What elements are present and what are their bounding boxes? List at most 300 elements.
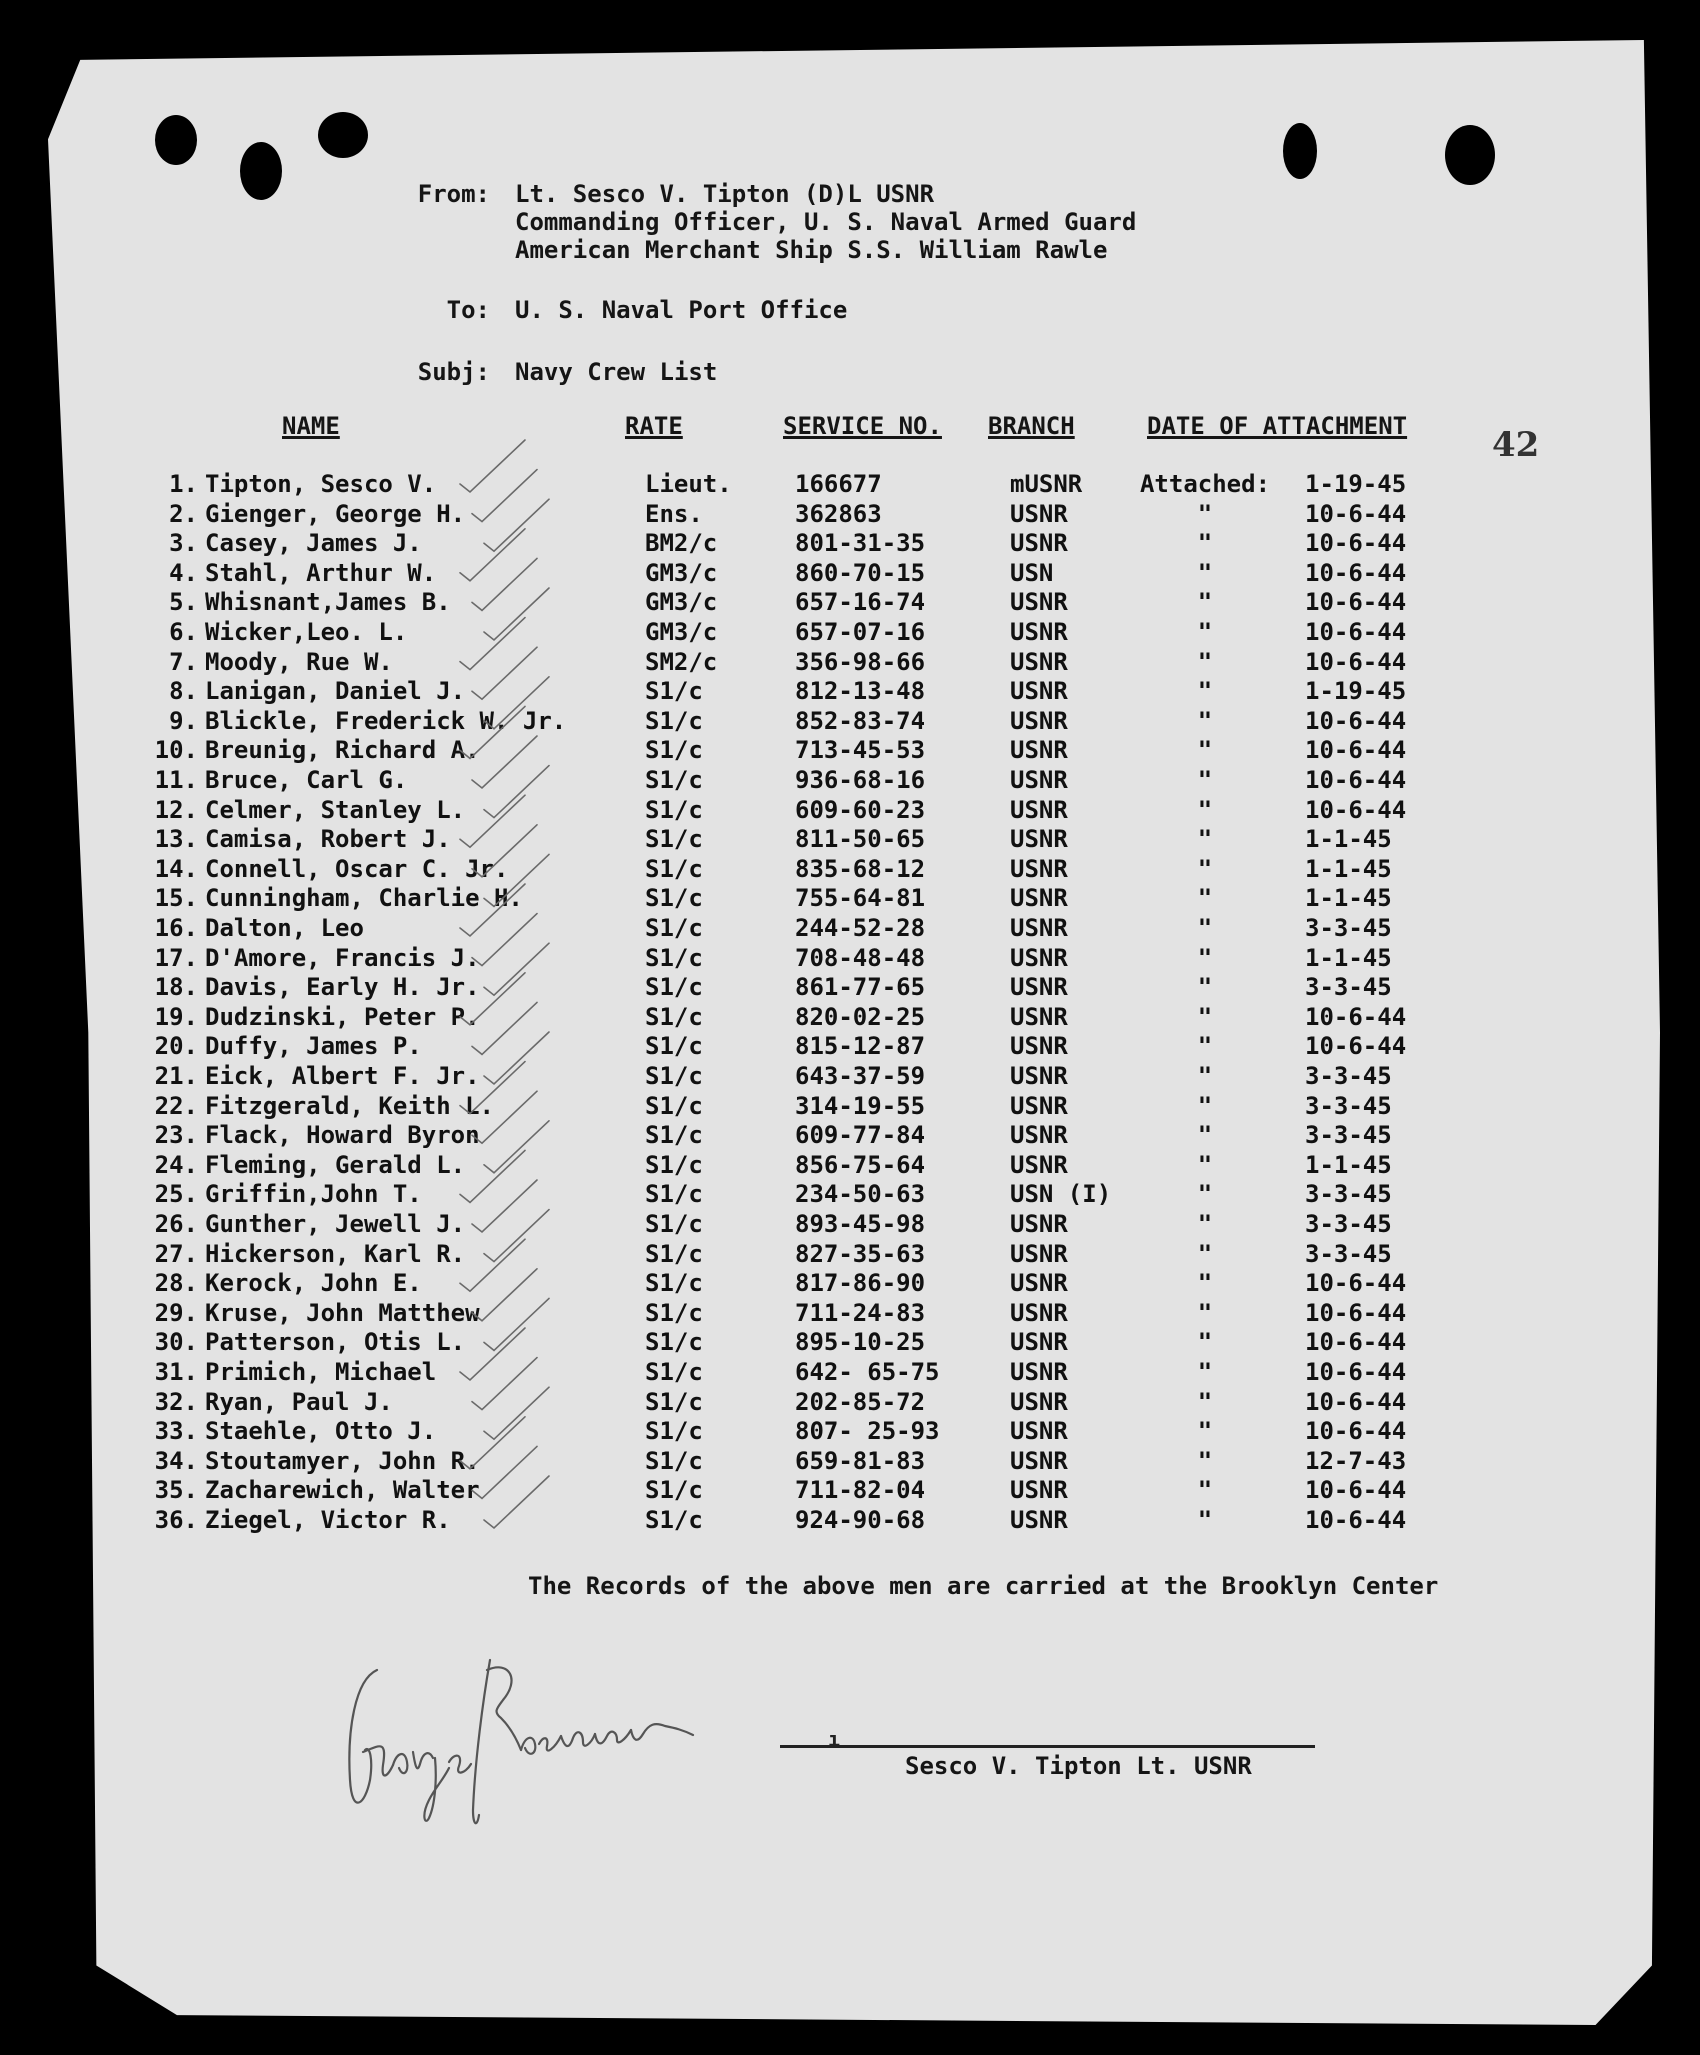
crew-service-no: 827-35-63	[795, 1239, 926, 1268]
crew-name: Whisnant,James B.	[205, 588, 451, 617]
crew-name: Wicker,Leo. L.	[205, 618, 408, 646]
crew-branch: USNR	[1010, 529, 1068, 558]
crew-branch: mUSNR	[1010, 470, 1083, 498]
crew-rate: S1/c	[645, 1358, 703, 1386]
crew-date: 3-3-45	[1305, 1121, 1392, 1150]
crew-date: 10-6-44	[1305, 1032, 1407, 1061]
crew-rate: BM2/c	[645, 529, 718, 558]
crew-date: 10-6-44	[1305, 1417, 1407, 1446]
crew-attached: "	[1197, 1180, 1213, 1209]
crew-num: 20.	[154, 1032, 198, 1061]
crew-service-no: 234-50-63	[795, 1180, 926, 1209]
crew-branch: USNR	[1010, 1506, 1068, 1534]
crew-attached: "	[1197, 588, 1213, 617]
crew-name: Breunig, Richard A.	[205, 736, 480, 765]
crew-attached: "	[1197, 558, 1213, 587]
crew-service-no: 861-77-65	[795, 973, 926, 1002]
page-number: 42	[1492, 425, 1540, 465]
crew-rate: GM3/c	[645, 558, 718, 587]
crew-attached: "	[1197, 529, 1213, 558]
crew-service-no: 852-83-74	[795, 706, 926, 735]
crew-name: Griffin,John T.	[205, 1180, 422, 1209]
crew-rate: S1/c	[645, 1269, 703, 1298]
crew-num: 16.	[154, 914, 198, 942]
crew-name: Patterson, Otis L.	[205, 1328, 466, 1357]
crew-service-no: 708-48-48	[795, 943, 926, 972]
crew-rate: S1/c	[645, 736, 703, 765]
pencil-check-mark	[472, 825, 537, 877]
crew-service-no: 801-31-35	[795, 529, 926, 558]
crew-date: 3-3-45	[1305, 1210, 1392, 1238]
crew-service-no: 812-13-48	[795, 677, 926, 706]
from-label: From:	[417, 180, 490, 208]
crew-rate: S1/c	[645, 1210, 703, 1238]
crew-attached: "	[1197, 973, 1213, 1002]
crew-service-no: 244-52-28	[795, 914, 926, 942]
crew-rate: S1/c	[645, 973, 703, 1002]
pencil-check-mark	[484, 1210, 549, 1262]
crew-attached: "	[1197, 1387, 1213, 1416]
crew-num: 28.	[154, 1269, 198, 1298]
crew-rate: GM3/c	[645, 618, 718, 646]
crew-name: Eick, Albert F. Jr.	[205, 1062, 480, 1090]
crew-branch: USNR	[1010, 618, 1068, 646]
crew-date: 1-1-45	[1305, 1150, 1392, 1179]
crew-name: Fitzgerald, Keith L.	[205, 1091, 494, 1120]
crew-attached: "	[1197, 647, 1213, 676]
crew-date: 10-6-44	[1305, 588, 1407, 617]
crew-num: 5.	[169, 588, 198, 617]
crew-date: 10-6-44	[1305, 1328, 1407, 1357]
crew-date: 1-1-45	[1305, 943, 1392, 972]
crew-rate: S1/c	[645, 1446, 703, 1475]
crew-attached: "	[1197, 1121, 1213, 1150]
crew-attached: "	[1197, 618, 1213, 646]
crew-rate: S1/c	[645, 1150, 703, 1179]
crew-branch: USNR	[1010, 1150, 1068, 1179]
pencil-check-mark	[460, 1239, 525, 1291]
crew-name: Cunningham, Charlie H.	[205, 884, 523, 913]
pencil-check-mark	[484, 588, 549, 640]
crew-name: D'Amore, Francis J.	[205, 943, 480, 972]
crew-attached: "	[1197, 766, 1213, 794]
crew-name: Dalton, Leo	[205, 914, 364, 942]
crew-rate: S1/c	[645, 1298, 703, 1327]
crew-date: 10-6-44	[1305, 795, 1407, 824]
crew-date: 3-3-45	[1305, 914, 1392, 942]
crew-rate: S1/c	[645, 884, 703, 913]
pencil-check-mark	[472, 647, 537, 699]
crew-attached: "	[1197, 884, 1213, 913]
pencil-check-mark	[484, 1476, 549, 1528]
crew-name: Gunther, Jewell J.	[205, 1210, 466, 1238]
crew-attached: "	[1197, 795, 1213, 824]
crew-attached: "	[1197, 943, 1213, 972]
pencil-check-mark	[472, 914, 537, 966]
crew-name: Ryan, Paul J.	[205, 1387, 393, 1416]
crew-rate: GM3/c	[645, 588, 718, 617]
crew-num: 36.	[154, 1506, 198, 1534]
crew-branch: USNR	[1010, 706, 1068, 735]
crew-date: 12-7-43	[1305, 1446, 1407, 1475]
crew-date: 10-6-44	[1305, 766, 1407, 794]
from-line-1: Lt. Sesco V. Tipton (D)L USNR	[515, 180, 935, 208]
crew-attached: "	[1197, 854, 1213, 883]
crew-attached: "	[1197, 1091, 1213, 1120]
crew-date: 10-6-44	[1305, 647, 1407, 676]
crew-num: 10.	[154, 736, 198, 765]
crew-branch: USNR	[1010, 1476, 1068, 1505]
crew-branch: USNR	[1010, 1062, 1068, 1090]
crew-num: 30.	[154, 1328, 198, 1357]
crew-service-no: 609-60-23	[795, 795, 926, 824]
crew-num: 6.	[169, 618, 198, 646]
crew-branch: USNR	[1010, 1446, 1068, 1475]
column-header-service-no: SERVICE NO.	[783, 412, 942, 440]
crew-service-no: 609-77-84	[795, 1121, 926, 1150]
crew-date: 10-6-44	[1305, 1387, 1407, 1416]
pencil-check-mark	[460, 884, 525, 936]
to-label: To:	[446, 296, 490, 324]
pencil-check-mark	[460, 1328, 525, 1380]
column-header-name: NAME	[282, 412, 340, 440]
crew-service-no: 657-16-74	[795, 588, 926, 617]
crew-branch: USNR	[1010, 1358, 1068, 1386]
crew-branch: USNR	[1010, 854, 1068, 883]
crew-date: 1-19-45	[1305, 677, 1407, 706]
crew-service-no: 893-45-98	[795, 1210, 926, 1238]
crew-attached: "	[1197, 1446, 1213, 1475]
pencil-check-mark	[484, 943, 549, 995]
crew-rate: S1/c	[645, 1506, 703, 1534]
crew-service-no: 856-75-64	[795, 1150, 926, 1179]
crew-rate: S1/c	[645, 795, 703, 824]
handwritten-signature	[325, 1640, 705, 1840]
pencil-check-mark	[484, 1032, 549, 1084]
crew-rate: S1/c	[645, 943, 703, 972]
pencil-check-mark	[484, 1121, 549, 1173]
crew-branch: USNR	[1010, 1328, 1068, 1357]
crew-branch: USNR	[1010, 1298, 1068, 1327]
crew-num: 17.	[154, 943, 198, 972]
crew-branch: USNR	[1010, 914, 1068, 942]
crew-name: Moody, Rue W.	[205, 647, 393, 676]
pencil-check-mark	[472, 1180, 537, 1232]
crew-attached: Attached:	[1139, 470, 1271, 498]
crew-attached: "	[1197, 1062, 1213, 1090]
crew-num: 12.	[154, 795, 198, 824]
from-line-2: Commanding Officer, U. S. Naval Armed Guard	[515, 208, 1137, 236]
crew-num: 4.	[169, 558, 198, 587]
crew-branch: USNR	[1010, 943, 1068, 972]
crew-name: Lanigan, Daniel J.	[205, 677, 466, 706]
pencil-check-mark	[484, 499, 549, 551]
crew-rate: S1/c	[645, 706, 703, 735]
crew-name: Davis, Early H. Jr.	[205, 973, 480, 1002]
crew-branch: USNR	[1010, 647, 1068, 676]
crew-branch: USNR	[1010, 677, 1068, 706]
crew-num: 13.	[154, 825, 198, 854]
crew-date: 10-6-44	[1305, 618, 1407, 646]
crew-name: Stahl, Arthur W.	[205, 558, 437, 587]
pencil-check-mark	[460, 973, 525, 1025]
crew-attached: "	[1197, 1476, 1213, 1505]
crew-service-no: 817-86-90	[795, 1269, 926, 1298]
crew-service-no: 202-85-72	[795, 1387, 926, 1416]
crew-branch: USN	[1010, 558, 1054, 587]
signature-line-tick: ı	[828, 1727, 841, 1751]
crew-date: 10-6-44	[1305, 706, 1407, 735]
crew-num: 27.	[154, 1239, 198, 1268]
crew-branch: USNR	[1010, 1002, 1068, 1031]
crew-num: 34.	[154, 1446, 198, 1475]
pencil-check-mark	[472, 558, 537, 610]
crew-num: 7.	[169, 647, 198, 676]
crew-date: 1-1-45	[1305, 854, 1392, 883]
crew-branch: USNR	[1010, 795, 1068, 824]
crew-num: 1.	[169, 470, 198, 498]
crew-name: Bruce, Carl G.	[205, 766, 408, 794]
crew-num: 19.	[154, 1002, 198, 1031]
crew-name: Flack, Howard Byron	[205, 1121, 480, 1150]
crew-attached: "	[1197, 677, 1213, 706]
pencil-check-mark	[484, 854, 549, 906]
crew-name: Dudzinski, Peter P.	[205, 1002, 480, 1031]
crew-num: 18.	[154, 973, 198, 1002]
crew-attached: "	[1197, 1150, 1213, 1179]
crew-branch: USNR	[1010, 1239, 1068, 1268]
crew-rate: S1/c	[645, 914, 703, 942]
pencil-check-mark	[460, 795, 525, 847]
crew-date: 10-6-44	[1305, 736, 1407, 765]
crew-num: 14.	[154, 854, 198, 883]
crew-rate: S1/c	[645, 825, 703, 854]
crew-date: 10-6-44	[1305, 499, 1407, 528]
crew-service-no: 815-12-87	[795, 1032, 926, 1061]
crew-attached: "	[1197, 499, 1213, 528]
crew-name: Ziegel, Victor R.	[205, 1506, 451, 1534]
subj-value: Navy Crew List	[515, 358, 718, 386]
crew-branch: USNR	[1010, 1121, 1068, 1150]
pencil-check-mark	[460, 440, 525, 492]
crew-date: 10-6-44	[1305, 1358, 1407, 1386]
to-value: U. S. Naval Port Office	[515, 296, 848, 324]
crew-date: 10-6-44	[1305, 529, 1407, 558]
crew-service-no: 659-81-83	[795, 1446, 926, 1475]
crew-name: Fleming, Gerald L.	[205, 1150, 466, 1179]
pencil-check-mark	[472, 736, 537, 788]
crew-rate: S1/c	[645, 1417, 703, 1446]
crew-rate: S1/c	[645, 1180, 703, 1209]
pencil-check-mark	[472, 1091, 537, 1143]
crew-branch: USNR	[1010, 766, 1068, 794]
pencil-check-mark	[460, 1150, 525, 1202]
crew-rate: S1/c	[645, 1387, 703, 1416]
crew-rate: S1/c	[645, 1002, 703, 1031]
crew-service-no: 166677	[795, 470, 882, 498]
pencil-check-mark	[472, 1002, 537, 1054]
crew-rate: S1/c	[645, 854, 703, 883]
crew-attached: "	[1197, 1506, 1213, 1534]
crew-rate: Ens.	[645, 499, 703, 528]
crew-date: 1-1-45	[1305, 825, 1392, 854]
pencil-check-mark	[472, 470, 537, 522]
column-header-rate: RATE	[625, 412, 683, 440]
crew-service-no: 924-90-68	[795, 1506, 926, 1534]
crew-rate: Lieut.	[645, 470, 732, 498]
crew-service-no: 356-98-66	[795, 647, 926, 676]
crew-num: 29.	[154, 1298, 198, 1327]
crew-rate: S1/c	[645, 1121, 703, 1150]
crew-rate: S1/c	[645, 766, 703, 794]
crew-service-no: 711-82-04	[795, 1476, 926, 1505]
crew-date: 3-3-45	[1305, 973, 1392, 1002]
crew-num: 32.	[154, 1387, 198, 1416]
crew-num: 23.	[154, 1121, 198, 1150]
crew-date: 10-6-44	[1305, 1506, 1407, 1534]
crew-branch: USNR	[1010, 1210, 1068, 1238]
crew-rate: S1/c	[645, 1239, 703, 1268]
crew-num: 25.	[154, 1180, 198, 1209]
crew-service-no: 895-10-25	[795, 1328, 926, 1357]
pencil-check-mark	[484, 1387, 549, 1439]
crew-name: Tipton, Sesco V.	[205, 470, 437, 498]
crew-branch: USN (I)	[1010, 1180, 1112, 1209]
crew-num: 21.	[154, 1062, 198, 1090]
crew-num: 26.	[154, 1210, 198, 1238]
crew-attached: "	[1197, 825, 1213, 854]
crew-branch: USNR	[1010, 1032, 1068, 1061]
crew-service-no: 657-07-16	[795, 618, 926, 646]
crew-name: Staehle, Otto J.	[205, 1417, 437, 1446]
crew-date: 10-6-44	[1305, 1476, 1407, 1505]
crew-attached: "	[1197, 1298, 1213, 1327]
crew-num: 3.	[169, 529, 198, 558]
crew-name: Kruse, John Matthew	[205, 1298, 480, 1327]
crew-num: 35.	[154, 1476, 198, 1505]
crew-service-no: 755-64-81	[795, 884, 926, 913]
pencil-check-mark	[460, 1417, 525, 1469]
pencil-check-mark	[472, 1358, 537, 1410]
pencil-check-mark	[460, 1062, 525, 1114]
crew-service-no: 314-19-55	[795, 1091, 926, 1120]
crew-num: 24.	[154, 1150, 198, 1179]
crew-attached: "	[1197, 1239, 1213, 1268]
crew-rate: SM2/c	[645, 647, 718, 676]
crew-date: 3-3-45	[1305, 1062, 1392, 1090]
crew-attached: "	[1197, 1417, 1213, 1446]
crew-name: Hickerson, Karl R.	[205, 1239, 466, 1268]
from-line-3: American Merchant Ship S.S. William Rawle	[515, 236, 1108, 264]
crew-name: Camisa, Robert J.	[205, 825, 451, 854]
crew-num: 9.	[169, 706, 198, 735]
pencil-check-mark	[460, 529, 525, 581]
crew-num: 31.	[154, 1358, 198, 1386]
crew-num: 8.	[169, 677, 198, 706]
crew-num: 2.	[169, 499, 198, 528]
crew-name: Blickle, Frederick W. Jr.	[205, 706, 567, 735]
crew-date: 10-6-44	[1305, 1298, 1407, 1327]
crew-name: Zacharewich, Walter	[205, 1476, 480, 1505]
crew-num: 33.	[154, 1417, 198, 1446]
crew-name: Connell, Oscar C. Jr.	[205, 854, 509, 883]
crew-attached: "	[1197, 1032, 1213, 1061]
crew-name: Kerock, John E.	[205, 1269, 422, 1298]
crew-branch: USNR	[1010, 1387, 1068, 1416]
crew-service-no: 807- 25-93	[795, 1417, 940, 1446]
crew-attached: "	[1197, 1002, 1213, 1031]
crew-name: Casey, James J.	[205, 529, 422, 558]
crew-name: Primich, Michael	[205, 1358, 437, 1386]
pencil-check-mark	[472, 1446, 537, 1498]
crew-service-no: 936-68-16	[795, 766, 926, 794]
crew-name: Duffy, James P.	[205, 1032, 422, 1061]
crew-branch: USNR	[1010, 736, 1068, 765]
crew-branch: USNR	[1010, 1091, 1068, 1120]
crew-branch: USNR	[1010, 588, 1068, 617]
crew-name: Celmer, Stanley L.	[205, 795, 466, 824]
crew-rate: S1/c	[645, 1476, 703, 1505]
crew-name: Stoutamyer, John R.	[205, 1446, 480, 1475]
crew-num: 15.	[154, 884, 198, 913]
crew-date: 1-19-45	[1305, 470, 1407, 498]
column-header-branch: BRANCH	[988, 412, 1075, 440]
crew-date: 10-6-44	[1305, 1002, 1407, 1031]
crew-attached: "	[1197, 1358, 1213, 1386]
crew-branch: USNR	[1010, 1417, 1068, 1446]
crew-attached: "	[1197, 1269, 1213, 1298]
subj-label: Subj:	[417, 358, 490, 386]
crew-service-no: 820-02-25	[795, 1002, 926, 1031]
crew-service-no: 643-37-59	[795, 1062, 926, 1090]
crew-attached: "	[1197, 736, 1213, 765]
pencil-check-mark	[484, 1298, 549, 1350]
crew-attached: "	[1197, 1210, 1213, 1238]
crew-num: 22.	[154, 1091, 198, 1120]
crew-service-no: 713-45-53	[795, 736, 926, 765]
crew-service-no: 811-50-65	[795, 825, 926, 854]
crew-service-no: 362863	[795, 499, 882, 528]
crew-rate: S1/c	[645, 1062, 703, 1090]
pencil-check-mark	[472, 1269, 537, 1321]
crew-attached: "	[1197, 1328, 1213, 1357]
crew-name: Gienger, George H.	[205, 499, 466, 528]
pencil-check-mark	[460, 618, 525, 670]
crew-num: 11.	[154, 766, 198, 794]
crew-rate: S1/c	[645, 677, 703, 706]
crew-rate: S1/c	[645, 1091, 703, 1120]
crew-branch: USNR	[1010, 973, 1068, 1002]
pencil-check-mark	[484, 766, 549, 818]
crew-service-no: 711-24-83	[795, 1298, 926, 1327]
crew-service-no: 642- 65-75	[795, 1358, 940, 1386]
column-header-date-of-attachment: DATE OF ATTACHMENT	[1147, 412, 1408, 440]
crew-branch: USNR	[1010, 884, 1068, 913]
pencil-check-mark	[484, 677, 549, 729]
crew-attached: "	[1197, 914, 1213, 942]
crew-branch: USNR	[1010, 825, 1068, 854]
crew-branch: USNR	[1010, 1269, 1068, 1298]
pencil-check-mark	[460, 706, 525, 758]
signature-line	[780, 1745, 1315, 1748]
crew-service-no: 835-68-12	[795, 854, 926, 883]
crew-service-no: 860-70-15	[795, 558, 926, 587]
crew-branch: USNR	[1010, 499, 1068, 528]
crew-date: 10-6-44	[1305, 1269, 1407, 1298]
crew-attached: "	[1197, 706, 1213, 735]
crew-date: 3-3-45	[1305, 1239, 1392, 1268]
crew-rate: S1/c	[645, 1032, 703, 1061]
